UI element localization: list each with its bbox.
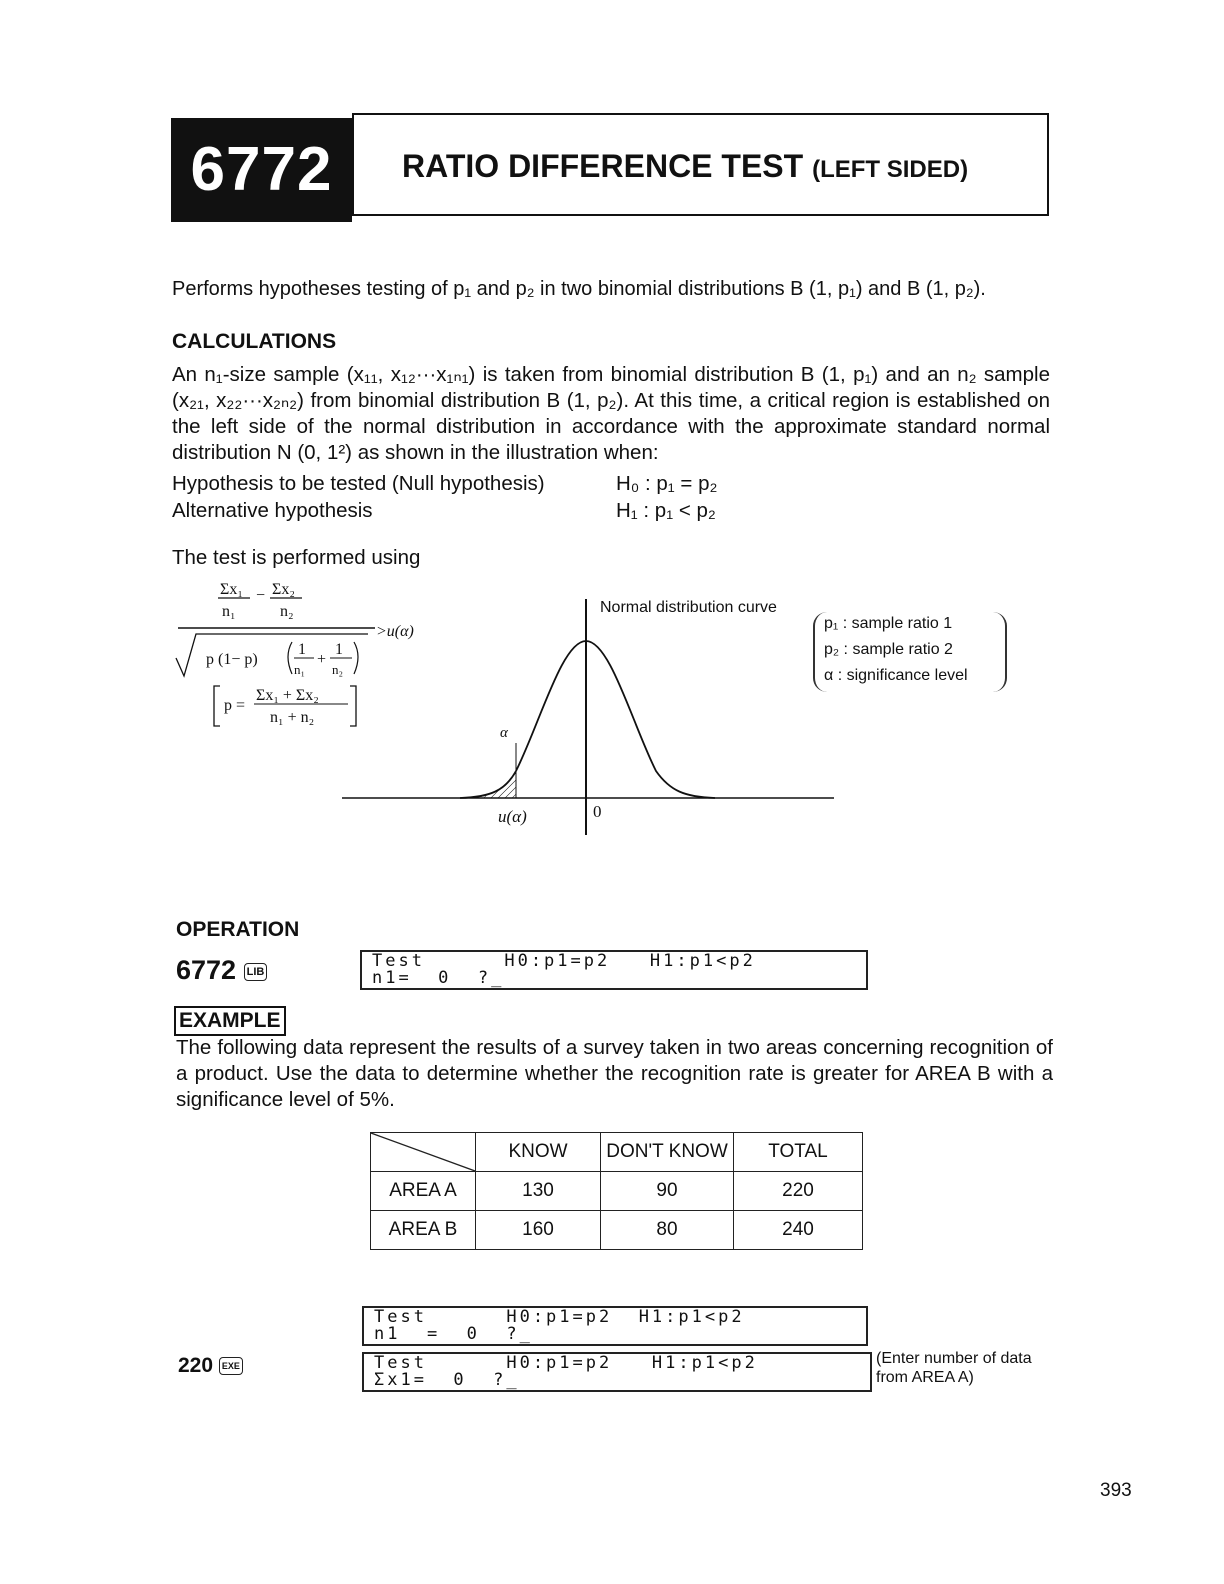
- formula-sqrt-p: p (1− p): [206, 651, 258, 668]
- table-row: [371, 1172, 863, 1211]
- u-alpha-label: u(α): [498, 807, 527, 826]
- row-label: AREA A: [371, 1172, 476, 1211]
- formula-n1-b: n₁: [294, 662, 306, 677]
- operation-display-line2: n1= 0 ?_: [372, 968, 505, 988]
- table-cell: 240: [734, 1211, 863, 1250]
- row-label: AREA B: [371, 1211, 476, 1250]
- formula-p-numerator: Σx₁ + Σx₂: [256, 687, 319, 704]
- formula-n2-b: n₂: [332, 662, 344, 677]
- formula-plus: +: [317, 651, 327, 668]
- step2-input-value: 220: [178, 1354, 214, 1377]
- formula-n2: n₂: [280, 603, 294, 620]
- table-cell: 90: [601, 1172, 734, 1211]
- example-text: The following data represent the results of a survey taken in two areas concerning recognition of a product. Use the data to determine whether the recognition rate is greater for AREA B with a significance level of 5%.: [176, 1036, 1053, 1111]
- test-using-text: The test is performed using: [172, 546, 421, 569]
- alt-hypothesis-label: Alternative hypothesis: [172, 499, 373, 522]
- operation-display-line1: Test H0:p1=p2 H1:p1<p2: [372, 951, 756, 971]
- calculations-heading: CALCULATIONS: [172, 330, 337, 353]
- table-cell: 220: [734, 1172, 863, 1211]
- normal-curve: [460, 641, 715, 798]
- formula-n1: n₁: [222, 603, 236, 620]
- program-number: 6772: [171, 118, 352, 222]
- operation-keystroke: [176, 955, 267, 986]
- step2-keystroke: [178, 1354, 243, 1378]
- table-header: TOTAL: [734, 1133, 863, 1172]
- null-hypothesis-value: H₀ : p₁ = p₂: [616, 472, 718, 495]
- alpha-label: α: [500, 725, 508, 741]
- title-suffix: (LEFT SIDED): [812, 156, 969, 183]
- diagonal-line: [371, 1133, 475, 1171]
- formula-one-b: 1: [335, 641, 343, 658]
- operation-heading: OPERATION: [176, 918, 300, 941]
- legend-p1: p₁ : sample ratio 1: [824, 615, 953, 632]
- critical-region: [470, 771, 516, 798]
- alt-hypothesis-value: H₁ : p₁ < p₂: [616, 499, 716, 522]
- table-cell: 80: [601, 1211, 734, 1250]
- step1-display: [362, 1306, 868, 1346]
- formula-sum-x2: Σx₂: [272, 581, 295, 598]
- step2-display-line1: Test H0:p1=p2 H1:p1<p2: [374, 1353, 758, 1373]
- table-cell: 130: [476, 1172, 601, 1211]
- formula-sum-x1: Σx₁: [220, 581, 243, 598]
- table-header-row: [371, 1133, 863, 1172]
- formula-one-a: 1: [298, 641, 306, 658]
- legend-p2: p₂ : sample ratio 2: [824, 641, 953, 658]
- lib-key: LIB: [244, 963, 268, 981]
- step2-display: [362, 1352, 872, 1392]
- page-title: [402, 148, 968, 185]
- table-corner-cell: [371, 1133, 476, 1172]
- survey-table: [370, 1132, 863, 1250]
- step1-display-line1: Test H0:p1=p2 H1:p1<p2: [374, 1307, 745, 1327]
- table-row: [371, 1211, 863, 1250]
- step1-display-line2: n1 = 0 ?_: [374, 1324, 533, 1344]
- page-number: 393: [1100, 1480, 1132, 1501]
- operation-display: [360, 950, 868, 990]
- curve-label: Normal distribution curve: [600, 599, 777, 616]
- table-header: KNOW: [476, 1133, 601, 1172]
- operation-number: 6772: [176, 955, 237, 985]
- exe-key: EXE: [219, 1357, 243, 1375]
- formula-minus: −: [256, 587, 266, 604]
- step2-display-line2: Σx1= 0 ?_: [374, 1370, 520, 1390]
- table-cell: 160: [476, 1211, 601, 1250]
- title-main: RATIO DIFFERENCE TEST: [402, 148, 804, 184]
- step2-note: (Enter number of data from AREA A): [876, 1350, 1032, 1386]
- formula-gt-u-alpha: >u(α): [376, 623, 414, 640]
- normal-distribution-figure: [340, 595, 840, 840]
- formula-p-eq: p =: [224, 697, 246, 714]
- zero-label: 0: [593, 802, 602, 821]
- null-hypothesis-label: Hypothesis to be tested (Null hypothesis): [172, 472, 545, 495]
- calculations-paragraph: An n₁-size sample (x₁₁, x₁₂···x₁ₙ₁) is taken from binomial distribution B (1, p₁) and an n₂ sample (x₂₁, x₂₂···x₂ₙ₂) from binomial distribution B (1, p₂). At this time, a critical region is established on the left side of the normal distribution in accordance with the approximate standard normal distribution N (0, 1²) as shown in the illustration when:: [172, 363, 1050, 464]
- example-label: EXAMPLE: [174, 1006, 286, 1036]
- formula-p-denominator: n₁ + n₂: [270, 709, 315, 726]
- intro-text: Performs hypotheses testing of p₁ and p₂ in two binomial distributions B (1, p₁) and B (1, p₂).: [172, 278, 986, 300]
- table-header: DON'T KNOW: [601, 1133, 734, 1172]
- legend-alpha: α : significance level: [824, 667, 968, 684]
